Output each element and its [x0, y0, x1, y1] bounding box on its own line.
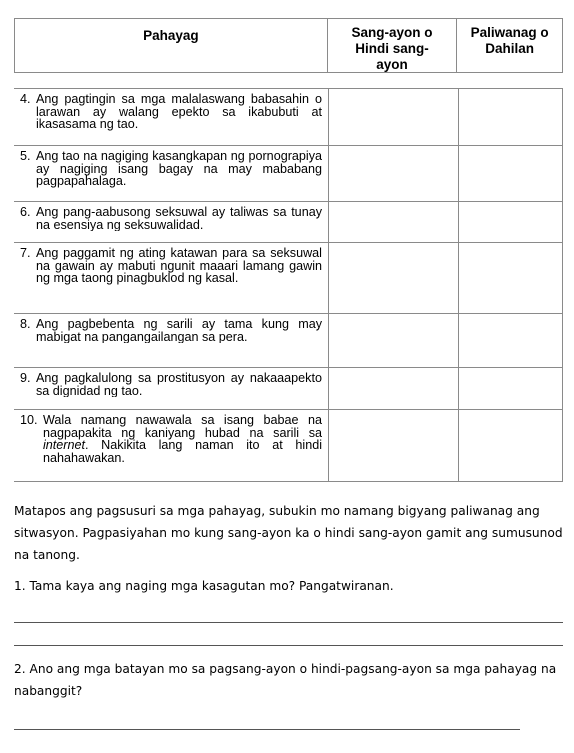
statement-cell [14, 202, 328, 242]
reason-cell[interactable] [458, 368, 563, 409]
answer-line[interactable] [14, 729, 520, 730]
statement-text-part: Wala namang nawawala sa isang babae na nagpapakita ng kaniyang hubad na sarili sa [43, 414, 322, 440]
statement-text: Ang pagkalulong sa prostitusyon ay nakaaapekto sa dignidad ng tao. [36, 372, 322, 398]
statement-text: Ang paggamit ng ating katawan para sa seksuwal na gawain ay mabuti ngunit maaari lamang gawin ng mga taong pinagbuklod ng kasal. [36, 247, 322, 285]
table-row [14, 409, 563, 482]
table-body [14, 88, 563, 482]
reason-cell[interactable] [458, 314, 563, 367]
agree-cell[interactable] [328, 368, 458, 409]
row-number: 10. [20, 413, 38, 427]
agree-cell[interactable] [328, 146, 458, 201]
statement-text-part: . Nakikita lang naman ito at hindi nahahawakan. [43, 438, 322, 465]
instructions-paragraph: Matapos ang pagsusuri sa mga pahayag, subukin mo namang bigyang paliwanag ang sitwasyon. Pagpasiyahan mo kung sang-ayon ka o hindi sang-ayon gamit ang sumusunod na tanong. [14, 504, 563, 562]
header-statement: Pahayag [15, 19, 328, 72]
row-number: 6. [20, 205, 31, 219]
table-row [14, 313, 563, 367]
statement-cell [14, 89, 328, 145]
header-reason: Paliwanag o Dahilan [470, 25, 549, 56]
answer-line[interactable] [14, 645, 563, 646]
statement-text: Ang pagtingin sa mga malalaswang babasahin o larawan ay walang epekto sa ikabubuti at ikasasama ng tao. [36, 93, 322, 131]
agree-cell[interactable] [328, 89, 458, 145]
table-row [14, 88, 563, 145]
table-row [14, 145, 563, 201]
reason-cell[interactable] [458, 243, 563, 313]
row-number: 7. [20, 246, 31, 260]
statement-cell [14, 314, 328, 367]
agree-cell[interactable] [328, 314, 458, 367]
row-number: 8. [20, 317, 31, 331]
statement-text [43, 414, 322, 464]
agree-cell[interactable] [328, 202, 458, 242]
statement-cell [14, 410, 328, 481]
row-number: 4. [20, 92, 31, 106]
reason-cell[interactable] [458, 202, 563, 242]
statement-table [14, 18, 563, 465]
statement-cell [14, 368, 328, 409]
statement-text: Ang tao na nagiging kasangkapan ng pornograpiya ay nagiging isang bagay na may mababang pagpapahalaga. [36, 150, 322, 188]
table-row [14, 242, 563, 313]
statement-text: Ang pagbebenta ng sarili ay tama kung may mabigat na pangangailangan sa pera. [36, 318, 322, 344]
statement-text: Ang pang-aabusong seksuwal ay taliwas sa tunay na esensiya ng seksuwalidad. [36, 206, 322, 232]
reason-cell[interactable] [458, 410, 563, 481]
answer-line[interactable] [14, 622, 563, 623]
statement-cell [14, 146, 328, 201]
agree-cell[interactable] [328, 410, 458, 481]
row-number: 5. [20, 149, 31, 163]
question-2: 2. Ano ang mga batayan mo sa pagsang-ayon o hindi-pagsang-ayon sa mga pahayag na nabanggit? [14, 662, 557, 698]
table-row [14, 201, 563, 242]
row-number: 9. [20, 371, 31, 385]
question-1: 1. Tama kaya ang naging mga kasagutan mo? Pangatwiranan. [14, 579, 394, 593]
reason-cell[interactable] [458, 89, 563, 145]
header-agree: Sang-ayon o Hindi sang-ayon [328, 19, 458, 72]
agree-cell[interactable] [328, 243, 458, 313]
table-header [14, 18, 563, 73]
statement-text-emphasis: internet [43, 438, 86, 453]
statement-cell [14, 243, 328, 313]
reason-cell[interactable] [458, 146, 563, 201]
table-row [14, 367, 563, 409]
